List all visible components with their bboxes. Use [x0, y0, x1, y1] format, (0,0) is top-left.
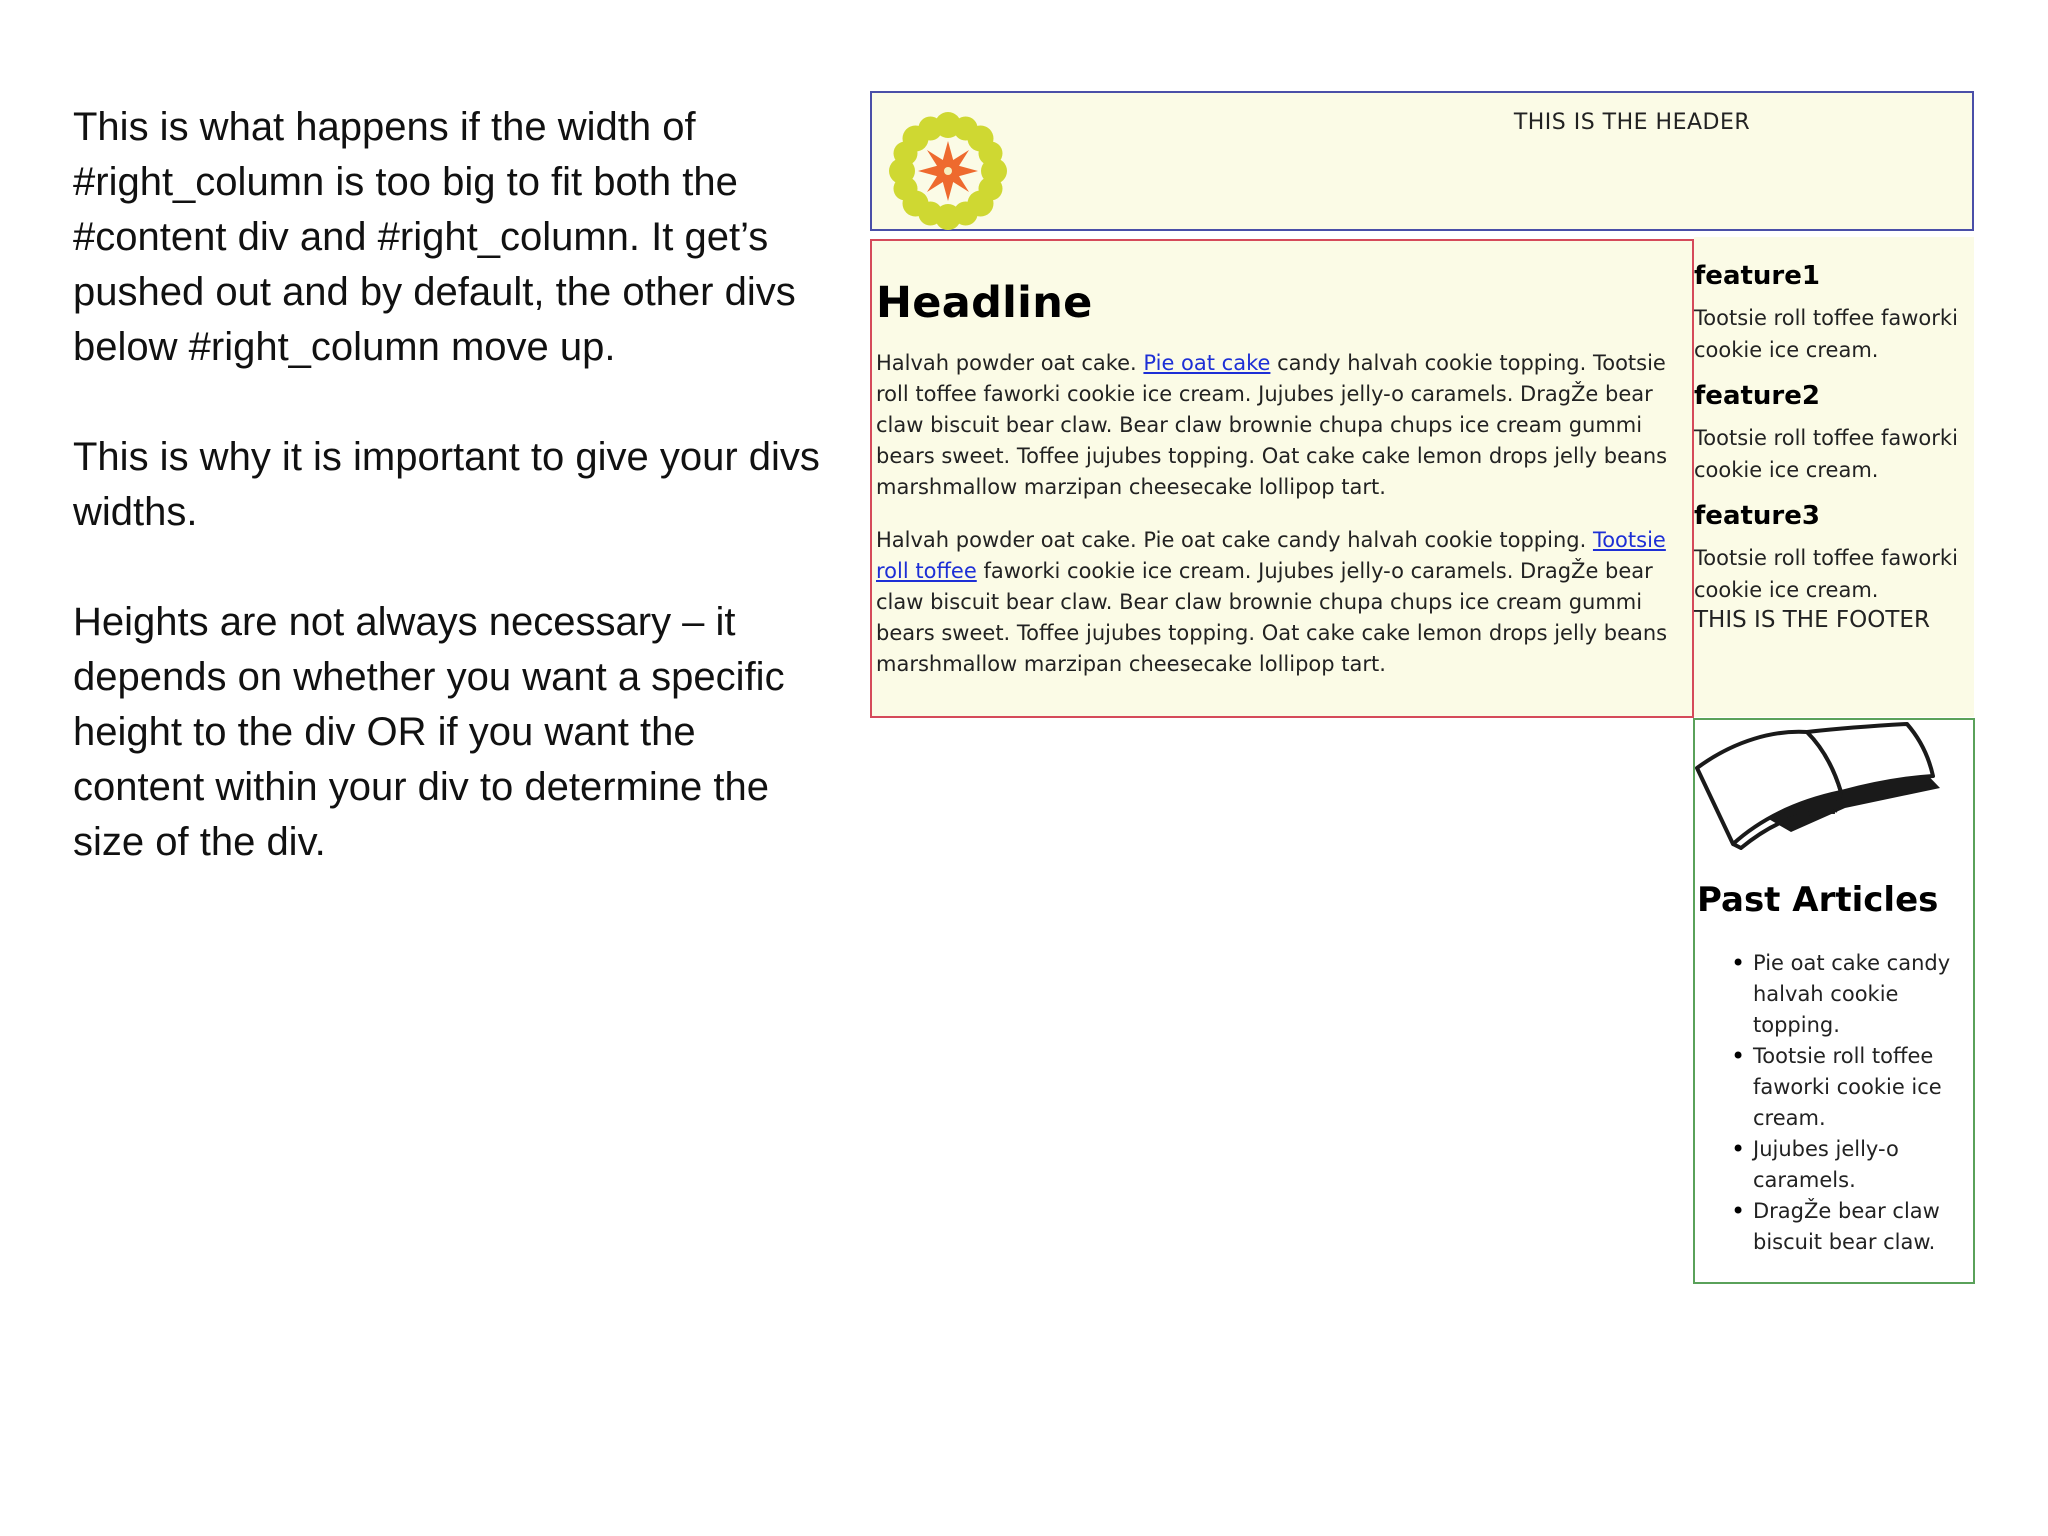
content-paragraph-2: [876, 525, 1688, 680]
feature-title: feature2: [1694, 381, 1820, 411]
past-articles-list: [1753, 948, 1963, 1258]
content-area: [870, 239, 1694, 718]
headline: Headline: [876, 278, 1093, 328]
feature-title: feature1: [1694, 261, 1820, 291]
list-item: • Tootsie roll toffee faworki cookie ice cream.: [1753, 1041, 1963, 1134]
list-item: • Jujubes jelly-o caramels.: [1753, 1134, 1963, 1196]
feature-text: Tootsie roll toffee faworki cookie ice cream.: [1694, 306, 1958, 362]
past-articles-title: Past Articles: [1697, 880, 1939, 920]
paragraph-text: faworki cookie ice cream. Jujubes jelly-o caramels. DragŽe bear claw biscuit bear claw. Bear claw brownie chupa chups ice cream gummi bears sweet. Toffee jujubes topping. Oat cake cake lemon drops jelly beans marshmallow marzipan cheesecake lollipop tart.: [876, 559, 1668, 676]
right-column: [1694, 237, 1974, 717]
explanation-paragraph-3: Heights are not always necessary – it depends on whether you want a specific height to the div OR if you want the content within your div to determine the size of the div.: [73, 600, 785, 864]
explanation-paragraph-1: This is what happens if the width of #right_column is too big to fit both the #content div and #right_column. It get’s pushed out and by default, the other divs below #right_column move up.: [73, 105, 796, 369]
explanation-paragraph-2: This is why it is important to give your divs widths.: [73, 435, 820, 534]
site-header: [870, 91, 1974, 231]
paragraph-text: Halvah powder oat cake. Pie oat cake candy halvah cookie topping.: [876, 528, 1593, 552]
flower-logo-icon: [884, 107, 1012, 235]
tootsie-roll-toffee-link[interactable]: Tootsie roll toffee: [876, 528, 1666, 583]
content-paragraph-1: [876, 348, 1688, 503]
explanation-text: [73, 100, 833, 925]
feature-text: Tootsie roll toffee faworki cookie ice cream.: [1694, 546, 1958, 602]
sidebar: [1693, 718, 1975, 1284]
pie-oat-cake-link[interactable]: Pie oat cake: [1143, 351, 1271, 375]
list-item: • DragŽe bear claw biscuit bear claw.: [1753, 1196, 1963, 1258]
paragraph-text: Halvah powder oat cake.: [876, 351, 1144, 375]
paragraph-text: candy halvah cookie topping. Tootsie roll toffee faworki cookie ice cream. Jujubes jelly-o caramels. DragŽe bear claw biscuit bear claw. Bear claw brownie chupa chups ice cream gummi bears sweet. Toffee jujubes topping. Oat cake cake lemon drops jelly beans marshmallow marzipan cheesecake lollipop tart.: [876, 351, 1668, 499]
footer: THIS IS THE FOOTER: [1694, 607, 1930, 633]
feature-text: Tootsie roll toffee faworki cookie ice cream.: [1694, 426, 1958, 482]
header-title: THIS IS THE HEADER: [1513, 110, 1751, 135]
feature-title: feature3: [1694, 501, 1820, 531]
open-book-icon: [1695, 720, 1945, 850]
list-item: • Pie oat cake candy halvah cookie topping.: [1753, 948, 1963, 1041]
